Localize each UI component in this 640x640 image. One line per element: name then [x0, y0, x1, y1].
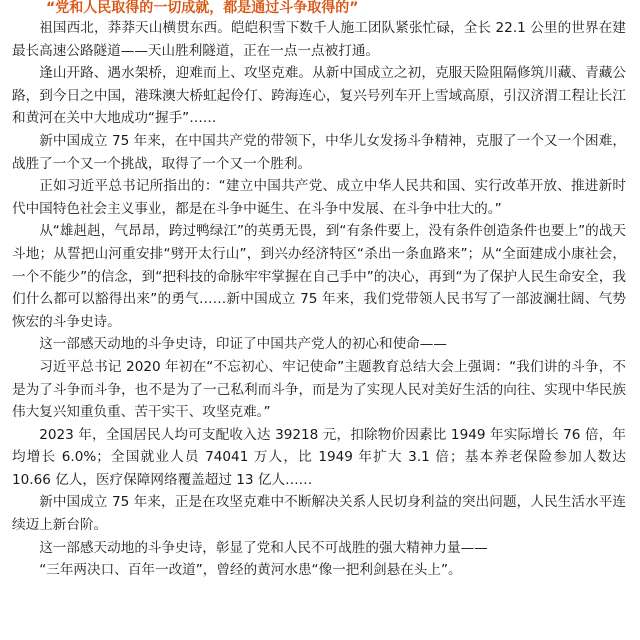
paragraph-2023-statistics: 2023 年，全国居民人均可支配收入达 39218 元，扣除物价因素比 1949 年实际增长 76 倍，年均增长 6.0%；全国就业人员 74041 万人，比 1949 年扩大 3.1 倍；基本养老保险参加人数达 10.66 亿人，医疗保障网络覆盖超过 13 亿人……	[12, 426, 626, 488]
paragraph-yellow-river: “三年两决口、百年一改道”，曾经的黄河水患“像一把利剑悬在头上”。	[39, 562, 462, 579]
article-body	[12, 17, 626, 582]
paragraph-living-standards: 新中国成立 75 年来，正是在攻坚克难中不断解决关系人民切身利益的突出问题，人民生活水平连续迈上新台阶。	[12, 494, 626, 534]
paragraph-spiritual-strength: 这一部感天动地的斗争史诗，彰显了党和人民不可战胜的强大精神力量——	[39, 539, 488, 556]
paragraph-2020-speech: 习近平总书记 2020 年初在“不忘初心、牢记使命”主题教育总结大会上强调：“我们讲的斗争，不是为了斗争而斗争，也不是为了一己私利而斗争，而是为了实现人民对美好生活的向往、实现中华民族伟大复兴知重负重、苦干实干、攻坚克难。”	[12, 358, 626, 421]
paragraph-struggle-epic: 从“雄赳赳，气昂昂，跨过鸭绿江”的英勇无畏，到“有条件要上，没有条件创造条件也要上”的战天斗地；从誓把山河重安排“劈开太行山”，到兴办经济特区“杀出一条血路来”；从“全面建成小康社会，一个不能少”的信念，到“把科技的命脉牢牢掌握在自己手中”的决心，再到“为了保护人民生命安全，我们什么都可以豁得出来”的勇气……新中国成立 75 年来，我们党带领人民书写了一部波澜壮阔、气势恢宏的斗争史诗。	[12, 223, 626, 330]
section-heading: “党和人民取得的一切成就，都是通过斗争取得的”	[46, 0, 359, 16]
paragraph-75-years-victories: 新中国成立 75 年来，在中国共产党的带领下，中华儿女发扬斗争精神，克服了一个又一个困难，战胜了一个又一个挑战，取得了一个又一个胜利。	[12, 132, 626, 172]
paragraph-infrastructure: 逢山开路、遇水架桥，迎难而上、攻坚克难。从新中国成立之初，克服天险阻隔修筑川藏、青藏公路，到今日之中国，港珠澳大桥虹起伶仃、跨海连心，复兴号列车开上雪域高原，引汉济渭工程让长江和黄河在关中大地成功“握手”……	[12, 65, 626, 127]
paragraph-original-aspiration: 这一部感天动地的斗争史诗，印证了中国共产党人的初心和使命——	[39, 336, 447, 353]
paragraph-tianshan-tunnel: 祖国西北，莽莽天山横贯东西。皑皑积雪下数千人施工团队紧张忙碌，全长 22.1 公里的世界在建最长高速公路隧道——天山胜利隧道，正在一点一点被打通。	[12, 20, 626, 59]
paragraph-xi-quote: 正如习近平总书记所指出的：“建立中国共产党、成立中华人民共和国、实行改革开放、推进新时代中国特色社会主义事业，都是在斗争中诞生、在斗争中发展、在斗争中壮大的。”	[12, 178, 626, 217]
